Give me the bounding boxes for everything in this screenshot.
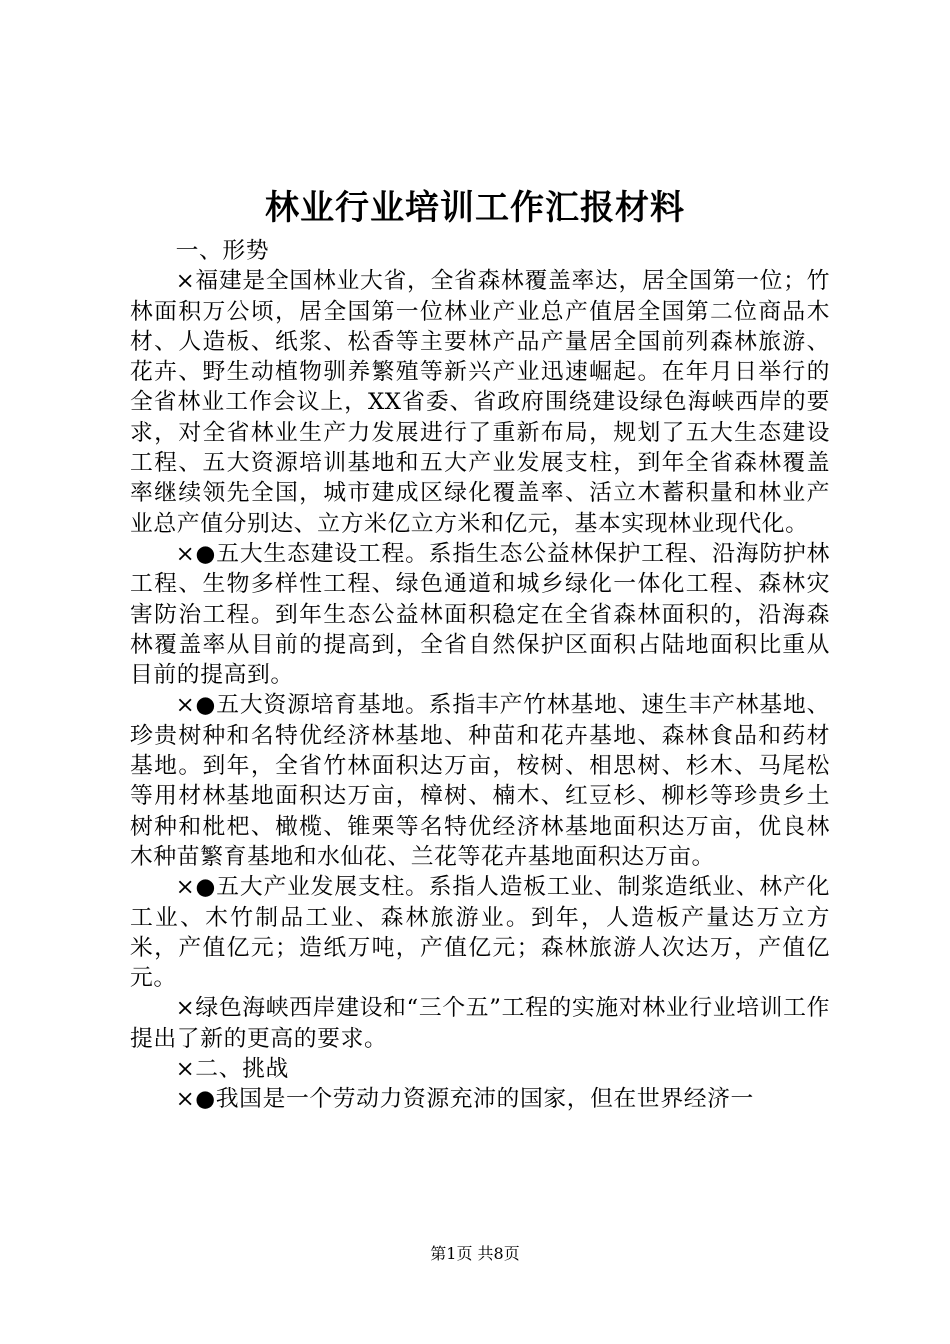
section-heading-situation: 一、形势 bbox=[175, 238, 270, 264]
document-body bbox=[130, 236, 830, 1115]
paragraph-industry-pillars: ×●五大产业发展支柱。系指人造板工业、制浆造纸业、林产化工业、木竹制品工业、森林旅游业。到年，人造板产量达万立方米，产值亿元；造纸万吨，产值亿元；森林旅游人次达万，产值亿元。 bbox=[130, 874, 830, 992]
section-heading-challenges: ×二、挑战 bbox=[175, 1056, 289, 1083]
paragraph-ecological-projects: ×●五大生态建设工程。系指生态公益林保护工程、沿海防护林工程、生物多样性工程、绿色通道和城乡绿化一体化工程、森林灾害防治工程。到年生态公益林面积稳定在全省森林面积的，沿海森林覆盖率从目前的提高到，全省自然保护区面积占陆地面积比重从目前的提高到。 bbox=[130, 540, 830, 689]
document-title: 林业行业培训工作汇报材料 bbox=[265, 188, 685, 228]
paragraph-resource-bases: ×●五大资源培育基地。系指丰产竹林基地、速生丰产林基地、珍贵树种和名特优经济林基地、种苗和花卉基地、森林食品和药材基地。到年，全省竹林面积达万亩，桉树、相思树、杉木、马尾松等用材林基地面积达万亩，樟树、楠木、红豆杉、柳杉等珍贵乡土树种和枇杷、橄榄、锥栗等名特优经济林基地面积达万亩，优良林木种苗繁育基地和水仙花、兰花等花卉基地面积达万亩。 bbox=[130, 692, 830, 870]
paragraph-training-requirements: ×绿色海峡西岸建设和“三个五”工程的实施对林业行业培训工作提出了新的更高的要求。 bbox=[130, 995, 830, 1052]
page-number-footer: 第1页 共8页 bbox=[430, 1244, 520, 1263]
paragraph-fujian-forestry: ×福建是全国林业大省，全省森林覆盖率达，居全国第一位；竹林面积万公顷，居全国第一位林业产业总产值居全国第二位商品木材、人造板、纸浆、松香等主要林产品产量居全国前列森林旅游、花卉、野生动植物驯养繁殖等新兴产业迅速崛起。在年月日举行的全省林业工作会议上，XX省委、省政府围绕建设绿色海峡西岸的要求，对全省林业生产力发展进行了重新布局，规划了五大生态建设工程、五大资源培训基地和五大产业发展支柱，到年全省森林覆盖率继续领先全国，城市建成区绿化覆盖率、活立木蓄积量和林业产业总产值分别达、立方米亿立方米和亿元，基本实现林业现代化。 bbox=[130, 268, 830, 537]
paragraph-labor-resources: ×●我国是一个劳动力资源充沛的国家，但在世界经济一 bbox=[175, 1086, 754, 1113]
